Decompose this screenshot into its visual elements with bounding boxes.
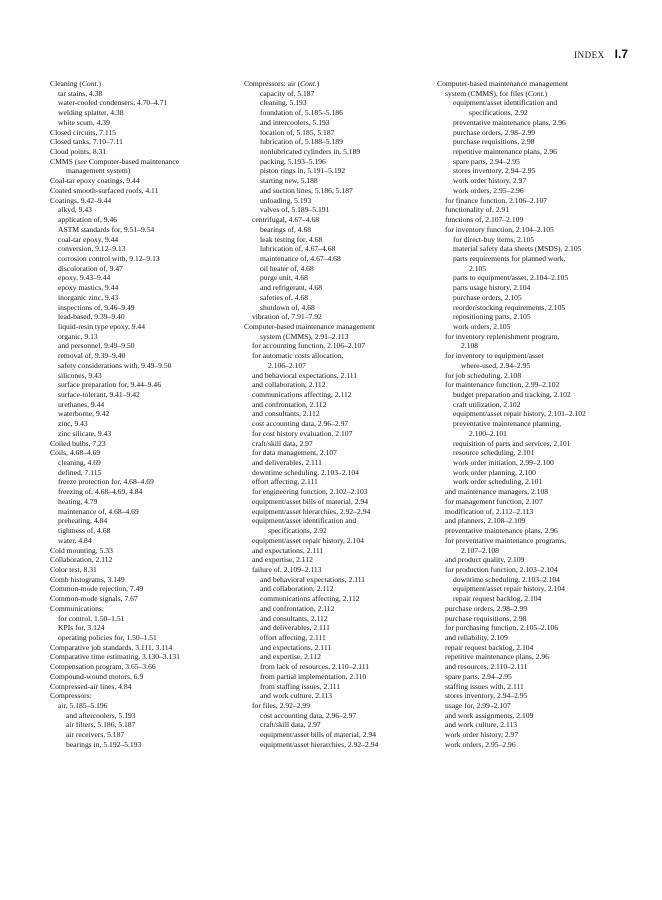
index-entry: leak testing for, 4.68 bbox=[260, 234, 323, 244]
index-entry: zinc silicate, 9.43 bbox=[58, 428, 112, 438]
index-entry: cleaning, 4.69 bbox=[58, 458, 101, 468]
index-entry: for automatic costs allocation, bbox=[252, 351, 344, 361]
index-entry: work order scheduling, 2.101 bbox=[453, 477, 543, 487]
index-entry: maintenance of, 4.68–4.69 bbox=[58, 506, 139, 516]
index-entry: Compensation program, 3.65–3.66 bbox=[50, 662, 156, 672]
index-entry: failure of, 2.109–2.113 bbox=[252, 564, 322, 574]
index-entry: stores inventory, 2.94–2.95 bbox=[453, 166, 536, 176]
index-entry: equipment/asset identification and bbox=[453, 98, 558, 108]
index-entry: resource scheduling, 2.101 bbox=[453, 448, 535, 458]
index-entry: air receivers, 5.187 bbox=[66, 730, 125, 740]
index-column-3 bbox=[437, 79, 627, 750]
index-entry: for control, 1.50–1.51 bbox=[58, 613, 125, 623]
index-entry: epoxy mastics, 9.44 bbox=[58, 283, 119, 293]
index-entry: KPIs for, 3.124 bbox=[58, 623, 105, 633]
index-entry: craft/skill data, 2.97 bbox=[252, 438, 313, 448]
index-entry: valves of, 5.189–5.191 bbox=[260, 205, 330, 215]
index-entry: coal-tar epoxy, 9.44 bbox=[58, 234, 119, 244]
index-entry: for data management, 2.107 bbox=[252, 448, 337, 458]
index-entry: and consultants, 2.112 bbox=[260, 613, 328, 623]
index-entry: cost accounting data, 2.96–2.97 bbox=[260, 710, 357, 720]
page-header bbox=[574, 47, 628, 63]
index-entry: Comparative time estimating, 3.130–3.131 bbox=[50, 652, 180, 662]
index-entry: work order initiation, 2.99–2.100 bbox=[453, 458, 554, 468]
index-entry: purchase orders, 2.98–2.99 bbox=[445, 603, 528, 613]
index-entry: equipment/asset bills of material, 2.94 bbox=[260, 730, 376, 740]
index-entry: for maintenance function, 2.99–2.102 bbox=[445, 380, 560, 390]
index-entry: and consultants, 2.112 bbox=[252, 409, 320, 419]
index-entry: repair request backlog, 2.104 bbox=[453, 594, 542, 604]
index-entry: preventative maintenance planning, bbox=[453, 419, 562, 429]
index-entry: purchase orders, 2.98–2.99 bbox=[453, 127, 536, 137]
index-entry: Common-mode rejection, 7.49 bbox=[50, 584, 144, 594]
index-entry: Coiled bulbs, 7.23 bbox=[50, 438, 106, 448]
index-entry: and collaboration, 2.112 bbox=[252, 380, 326, 390]
index-entry: purchase requisitions, 2.98 bbox=[445, 613, 527, 623]
index-entry: work order planning, 2.100 bbox=[453, 467, 536, 477]
index-entry: equipment/asset repair history, 2.101–2.102 bbox=[453, 409, 586, 419]
index-entry: oil heater of, 4.68 bbox=[260, 263, 314, 273]
index-entry: from staffing issues, 2.111 bbox=[260, 681, 341, 691]
index-entry: Compressed-air lines, 4.84 bbox=[50, 681, 132, 691]
index-entry: epoxy, 9.43–9.44 bbox=[58, 273, 111, 283]
index-entry: downtime scheduling, 2.103–2.104 bbox=[252, 467, 359, 477]
index-entry: from partial implementation, 2.110 bbox=[260, 671, 367, 681]
index-entry: lead-based, 9.39–9.40 bbox=[58, 312, 125, 322]
running-head: INDEX bbox=[574, 50, 605, 60]
index-entry: specifications, 2.92 bbox=[469, 108, 528, 118]
index-entry: Cold mounting, 5.33 bbox=[50, 545, 113, 555]
index-entry: stores inventory, 2.94–2.95 bbox=[445, 691, 528, 701]
index-entry: work orders, 2.95–2.96 bbox=[445, 739, 516, 749]
index-entry: Computer-based maintenance management bbox=[437, 79, 568, 88]
index-entry: freeze protection for, 4.68–4.69 bbox=[58, 477, 154, 487]
index-entry: unloading, 5.193 bbox=[260, 195, 312, 205]
index-entry: water-cooled condensers, 4.70–4.71 bbox=[58, 98, 168, 108]
index-entry: purchase orders, 2.105 bbox=[453, 292, 522, 302]
index-entry: ASTM standards for, 9.51–9.54 bbox=[58, 224, 155, 234]
index-entry: starting new, 5.188 bbox=[260, 176, 318, 186]
index-entry: equipment/asset hierarchies, 2.92–2.94 bbox=[260, 739, 379, 749]
index-entry: for engineering function, 2.102–2.103 bbox=[252, 487, 368, 497]
index-entry: for inventory to equipment/asset bbox=[445, 351, 544, 361]
index-entry: inorganic zinc, 9.43 bbox=[58, 292, 119, 302]
index-entry: system (CMMS), 2.91–2.113 bbox=[260, 331, 349, 341]
page-number: I.7 bbox=[614, 47, 628, 61]
index-entry: vibration of, 7.91–7.92 bbox=[252, 312, 322, 322]
index-entry: foundation of, 5.185–5.186 bbox=[260, 108, 343, 118]
index-entry: downtime scheduling, 2.103–2.104 bbox=[453, 574, 560, 584]
index-entry: operating policies for, 1.50–1.51 bbox=[58, 632, 157, 642]
index-entry: Comparative job standards, 3.111, 3.114 bbox=[50, 642, 173, 652]
index-entry: organic, 9.13 bbox=[58, 331, 98, 341]
index-entry: Coated smooth-surfaced roofs, 4.11 bbox=[50, 185, 159, 195]
index-entry: bearings of, 4.68 bbox=[260, 224, 312, 234]
index-entry: cleaning, 5.193 bbox=[260, 98, 307, 108]
index-entry: packing, 5.193–5.196 bbox=[260, 156, 326, 166]
index-entry: effort affecting, 2.111 bbox=[260, 632, 326, 642]
index-entry: parts requirements for planned work, bbox=[453, 253, 566, 263]
index-entry: equipment/asset bills of material, 2.94 bbox=[252, 496, 368, 506]
index-entry: communications affecting, 2.112 bbox=[252, 390, 352, 399]
index-entry: air filters, 5.186, 5.187 bbox=[66, 720, 136, 730]
index-entry: welding splatter, 4.38 bbox=[58, 108, 124, 118]
index-entry: discoloration of, 9.47 bbox=[58, 263, 123, 273]
index-entry: CMMS (see Computer-based maintenance bbox=[50, 156, 180, 166]
index-entry: Computer-based maintenance management bbox=[244, 321, 375, 331]
index-entry: for purchasing function, 2.105–2.106 bbox=[445, 623, 559, 633]
index-entry: for job scheduling, 2.108 bbox=[445, 370, 522, 380]
index-entry: and behavioral expectations, 2.111 bbox=[260, 574, 366, 584]
index-entry: and deliverables, 2.111 bbox=[260, 623, 330, 633]
index-entry: work order history, 2.97 bbox=[445, 730, 519, 740]
index-entry: where-used, 2.94–2.95 bbox=[461, 360, 531, 370]
index-entry: and maintenance managers, 2.108 bbox=[445, 487, 549, 497]
index-entry: and expectations, 2.111 bbox=[260, 642, 332, 652]
index-entry: and aftercoolers, 5.193 bbox=[66, 710, 136, 720]
index-entry: and suction lines, 5.186, 5.187 bbox=[260, 185, 353, 195]
index-entry: and product quality, 2.109 bbox=[445, 555, 525, 565]
index-entry: repositioning parts, 2.105 bbox=[453, 312, 531, 322]
index-entry: cost accounting data, 2.96–2.97 bbox=[252, 419, 349, 429]
index-entry: tightness of, 4.68 bbox=[58, 526, 111, 536]
index-entry: water, 4.84 bbox=[58, 535, 92, 545]
index-entry: and behavioral expectations, 2.111 bbox=[252, 370, 358, 380]
index-entry: for inventory replenishment program, bbox=[445, 331, 560, 341]
index-entry: Collaboration, 2.112 bbox=[50, 555, 113, 565]
index-entry: and confrontation, 2.112 bbox=[252, 399, 327, 409]
index-entry: 2.107–2.108 bbox=[461, 545, 499, 555]
index-entry: work order history, 2.97 bbox=[453, 176, 527, 186]
index-entry: work orders, 2.105 bbox=[453, 321, 511, 331]
index-entry: equipment/asset repair history, 2.104 bbox=[453, 584, 565, 594]
index-entry: removal of, 9.39–9.40 bbox=[58, 351, 126, 361]
index-entry: work orders, 2.95–2.96 bbox=[453, 185, 524, 195]
index-entry: surface-tolerant, 9.41–9.42 bbox=[58, 390, 140, 399]
index-entry: application of, 9.46 bbox=[58, 215, 118, 225]
index-entry: Cloud points, 8.31 bbox=[50, 147, 107, 157]
index-entry: modification of, 2.112–2.113 bbox=[445, 506, 534, 516]
index-entry: Cleaning (Cont.) bbox=[50, 79, 102, 88]
index-entry: requisition of parts and services, 2.101 bbox=[453, 438, 571, 448]
index-entry: preventative maintenance plans, 2.96 bbox=[453, 117, 566, 127]
index-entry: defined, 7.115 bbox=[58, 467, 102, 477]
index-entry: equipment/asset hierarchies, 2.92–2.94 bbox=[252, 506, 371, 516]
index-entry: and reliability, 2.109 bbox=[445, 632, 508, 642]
index-entry: 2.105 bbox=[469, 263, 487, 273]
index-entry: for management function, 2.107 bbox=[445, 496, 543, 506]
index-entry: parts usage history, 2.104 bbox=[453, 283, 531, 293]
index-entry: maintenance of, 4.67–4.68 bbox=[260, 253, 341, 263]
index-entry: for inventory function, 2.104–2.105 bbox=[445, 224, 554, 234]
index-entry: Coal-tar epoxy coatings, 9.44 bbox=[50, 176, 140, 186]
index-entry: budget preparation and tracking, 2.102 bbox=[453, 390, 571, 399]
index-entry: heating, 4.79 bbox=[58, 496, 98, 506]
index-entry: spare parts, 2.94–2.95 bbox=[453, 156, 520, 166]
index-entry: and work assignments, 2.109 bbox=[445, 710, 534, 720]
index-entry: repair request backlog, 2.104 bbox=[445, 642, 534, 652]
index-entry: surface preparation for, 9.44–9.46 bbox=[58, 380, 162, 390]
index-entry: 2.100–2.101 bbox=[469, 428, 507, 438]
index-entry: freezing of, 4.68–4.69, 4.84 bbox=[58, 487, 143, 497]
index-entry: Color test, 8.31 bbox=[50, 564, 97, 574]
index-entry: Compressors: bbox=[50, 691, 92, 701]
index-entry: Compressors: air (Cont.) bbox=[244, 79, 320, 88]
index-entry: corrosion control with, 9.12–9.13 bbox=[58, 253, 160, 263]
index-entry: equipment/asset identification and bbox=[252, 516, 357, 526]
index-entry: preheating, 4.84 bbox=[58, 516, 108, 526]
index-entry: repetitive maintenance plans, 2.96 bbox=[453, 147, 557, 157]
index-entry: reorder/stocking requirements, 2.105 bbox=[453, 302, 566, 312]
index-entry: centrifugal, 4.67–4.68 bbox=[252, 215, 320, 225]
index-entry: nonlubricated cylinders in, 5.189 bbox=[260, 147, 361, 157]
index-entry: repetitive maintenance plans, 2.96 bbox=[445, 652, 549, 662]
index-entry: for direct-buy items, 2.105 bbox=[453, 234, 535, 244]
index-entry: functions of, 2.107–2.109 bbox=[445, 215, 524, 225]
index-entry: and confrontation, 2.112 bbox=[260, 603, 335, 613]
index-entry: safeties of, 4.68 bbox=[260, 292, 309, 302]
index-entry: safety considerations with, 9.49–9.50 bbox=[58, 360, 172, 370]
index-entry: for production function, 2.103–2.104 bbox=[445, 564, 558, 574]
index-entry: Coils, 4.68–4.69 bbox=[50, 448, 101, 458]
index-entry: Compound-wound motors, 6.9 bbox=[50, 671, 144, 681]
index-entry: and planners, 2.108–2.109 bbox=[445, 516, 526, 526]
index-entry: Closed tanks, 7.10–7.11 bbox=[50, 137, 123, 147]
index-entry: and deliverables, 2.111 bbox=[252, 458, 322, 468]
index-entry: system (CMMS), for files (Cont.) bbox=[445, 88, 548, 98]
index-entry: and expertise, 2.112 bbox=[252, 555, 313, 565]
index-entry: purge unit, 4.68 bbox=[260, 273, 308, 283]
index-entry: and collaboration, 2.112 bbox=[260, 584, 334, 594]
index-entry: lubrication of, 4.67–4.68 bbox=[260, 244, 336, 254]
index-entry: and personnel, 9.49–9.50 bbox=[58, 341, 135, 351]
index-entry: white scum, 4.39 bbox=[58, 117, 110, 127]
index-entry: conversion, 9.12–9.13 bbox=[58, 244, 126, 254]
index-entry: for finance function, 2.106–2.107 bbox=[445, 195, 548, 205]
index-entry: 2.108 bbox=[461, 341, 479, 351]
index-entry: 2.106–2.107 bbox=[268, 360, 306, 370]
index-entry: and work culture, 2.113 bbox=[445, 720, 518, 730]
index-entry: bearings in, 5.192–5.193 bbox=[66, 739, 142, 749]
index-entry: and intercoolers, 5.193 bbox=[260, 117, 330, 127]
index-entry: management system) bbox=[66, 166, 131, 176]
index-entry: shutdown of, 4.68 bbox=[260, 302, 315, 312]
index-entry: and resources, 2.110–2.111 bbox=[445, 662, 528, 672]
index-entry: silicones, 9.43 bbox=[58, 370, 102, 380]
index-entry: location of, 5.185, 5.187 bbox=[260, 127, 335, 137]
index-entry: air, 5.185–5.196 bbox=[58, 701, 108, 710]
index-entry: craft utilization, 2.102 bbox=[453, 399, 521, 409]
index-entry: capacity of, 5.187 bbox=[260, 88, 315, 98]
index-entry: lubrication of, 5.188–5.189 bbox=[260, 137, 343, 147]
index-column-2 bbox=[244, 79, 434, 750]
index-entry: liquid-resin type epoxy, 9.44 bbox=[58, 321, 146, 331]
index-entry: equipment/asset repair history, 2.104 bbox=[252, 535, 364, 545]
index-entry: from lack of resources, 2.110–2.111 bbox=[260, 662, 370, 672]
index-entry: Common-mode signals, 7.67 bbox=[50, 594, 138, 604]
index-entry: Closed circuits, 7.115 bbox=[50, 127, 116, 137]
index-entry: functionality of, 2.91 bbox=[445, 205, 510, 215]
index-entry: specifications, 2.92 bbox=[268, 526, 327, 536]
index-entry: usage for, 2.99–2.107 bbox=[445, 701, 511, 710]
index-entry: Coatings, 9.42–9.44 bbox=[50, 195, 112, 205]
index-entry: tar stains, 4.38 bbox=[58, 88, 103, 98]
index-entry: parts to equipment/asset, 2.104–2.105 bbox=[453, 273, 569, 283]
index-entry: spare parts, 2.94–2.95 bbox=[445, 671, 512, 681]
index-entry: alkyd, 9.43 bbox=[58, 205, 92, 215]
index-entry: for files, 2.92–2.99 bbox=[252, 701, 310, 710]
index-entry: Communications: bbox=[50, 603, 104, 613]
index-entry: Comb histograms, 3.149 bbox=[50, 574, 125, 584]
index-entry: piston rings in, 5.191–5.192 bbox=[260, 166, 346, 176]
index-entry: inspections of, 9.46–9.49 bbox=[58, 302, 135, 312]
index-entry: material safety data sheets (MSDS), 2.105 bbox=[453, 244, 582, 254]
index-entry: for cost history evaluation, 2.107 bbox=[252, 428, 353, 438]
index-entry: for accounting function, 2.106–2.107 bbox=[252, 341, 366, 351]
index-entry: and work culture, 2.113 bbox=[260, 691, 333, 701]
index-entry: urethanes, 9.44 bbox=[58, 399, 105, 409]
index-entry: effort affecting, 2.111 bbox=[252, 477, 318, 487]
index-entry: waterborne, 9.42 bbox=[58, 409, 110, 419]
index-entry: staffing issues with, 2.111 bbox=[445, 681, 524, 691]
index-entry: and expectations, 2.111 bbox=[252, 545, 324, 555]
index-entry: preventative maintenance plans, 2.96 bbox=[445, 526, 558, 536]
index-column-1 bbox=[50, 79, 240, 750]
index-entry: and expertise, 2.112 bbox=[260, 652, 321, 662]
index-entry: for preventative maintenance programs, bbox=[445, 535, 567, 545]
index-entry: and refrigerant, 4.68 bbox=[260, 283, 322, 293]
index-entry: craft/skill data, 2.97 bbox=[260, 720, 321, 730]
index-entry: zinc, 9.43 bbox=[58, 419, 88, 429]
index-entry: communications affecting, 2.112 bbox=[260, 594, 360, 604]
index-entry: purchase requisitions, 2.98 bbox=[453, 137, 535, 147]
